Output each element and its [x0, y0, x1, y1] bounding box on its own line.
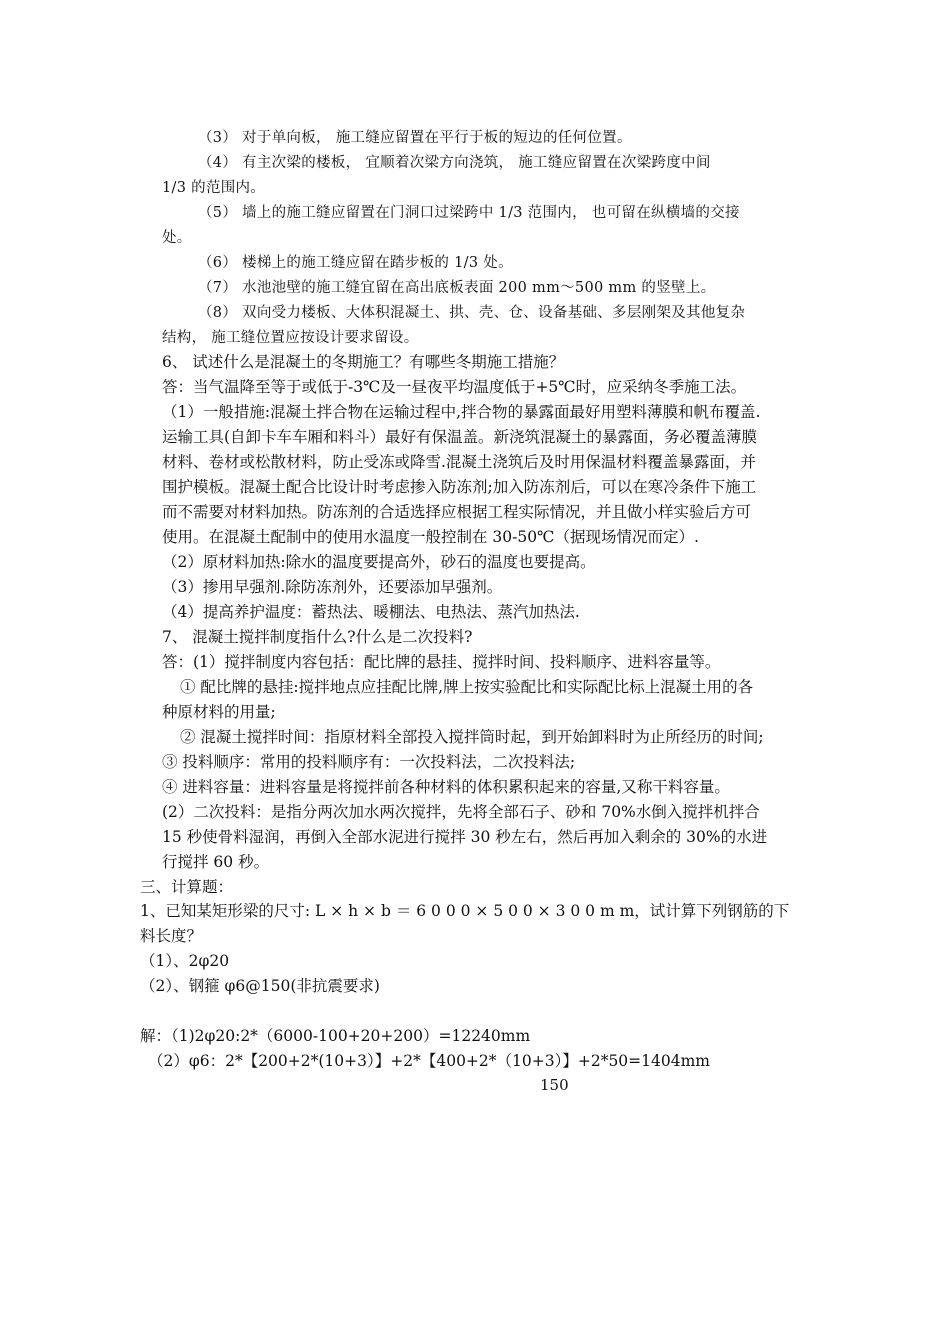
text-line: 使用。在混凝土配制中的使用水温度一般控制在 30-50℃（据现场情况而定）.: [162, 528, 699, 546]
text-line: （4）提高养护温度：蓄热法、暖棚法、电热法、蒸汽加热法.: [162, 603, 580, 621]
text-line: （1）、2φ20: [140, 952, 230, 970]
text-line: （1）一般措施:混凝土拌合物在运输过程中,拌合物的暴露面最好用塑料薄膜和帆布覆盖.: [162, 403, 761, 421]
text-line: （3）掺用早强剂.除防冻剂外，还要添加早强剂。: [162, 578, 503, 596]
text-line: （5） 墙上的施工缝应留置在门洞口过梁跨中 1/3 范围内， 也可留在纵横墙的交接: [198, 205, 740, 221]
text-line: 1/3 的范围内。: [162, 180, 266, 196]
question-heading: 6、 试述什么是混凝土的冬期施工？有哪些冬期施工措施？: [162, 353, 565, 371]
question-heading: 7、 混凝土搅拌制度指什么?什么是二次投料?: [162, 628, 473, 646]
section-heading: 三、计算题：: [140, 878, 234, 896]
text-line: （2）原材料加热:除水的温度要提高外，砂石的温度也要提高。: [162, 553, 596, 571]
text-line: 答：(1）搅拌制度内容包括：配比牌的悬挂、搅拌时间、投料顺序、进料容量等。: [162, 653, 721, 671]
text-line: 材料、卷材或松散材料，防止受冻或降雪.混凝土浇筑后及时用保温材料覆盖暴露面，并: [162, 453, 756, 471]
text-line: 围护模板。混凝土配合比设计时考虑掺入防冻剂;加入防冻剂后，可以在寒冷条件下施工: [162, 478, 757, 496]
text-line: ③ 投料顺序：常用的投料顺序有：一次投料法，二次投料法;: [162, 753, 576, 771]
text-line: 行搅拌 60 秒。: [162, 853, 270, 871]
text-line: （7） 水池池壁的施工缝宜留在高出底板表面 200 mm～500 mm 的竖壁上。: [198, 280, 716, 296]
text-line: 15 秒使骨料湿润，再倒入全部水泥进行搅拌 30 秒左右，然后再加入剩余的 30%的水进: [162, 828, 768, 846]
text-line: 料长度？: [140, 927, 203, 945]
page-number: 150: [540, 1076, 569, 1094]
question-heading: 1、已知某矩形梁的尺寸: L × h × b ＝ 6 0 0 0 × 5 0 0 × 3 0 0 m m，试计算下列钢筋的下: [140, 902, 790, 920]
text-line: ② 混凝土搅拌时间：指原材料全部投入搅拌筒时起，到开始卸料时为止所经历的时间;: [180, 728, 764, 746]
text-line: 种原材料的用量;: [162, 703, 276, 721]
solution-line: 解：（1)2φ20:2*（6000-100+20+200）=12240mm: [140, 1027, 531, 1045]
solution-line: （2）φ6：2*【200+2*(10+3）】+2*【400+2*（10+3）】+2*50=1404mm: [148, 1052, 710, 1070]
text-line: 结构， 施工缝位置应按设计要求留设。: [162, 330, 419, 346]
text-line: （6） 楼梯上的施工缝应留在踏步板的 1/3 处。: [198, 255, 513, 271]
text-line: 而不需要对材料加热。防冻剂的合适选择应根据工程实际情况，并且做小样实验后方可: [162, 503, 752, 521]
text-line: 运输工具(自卸卡车车厢和料斗）最好有保温盖。新浇筑混凝土的暴露面，务必覆盖薄膜: [162, 428, 758, 446]
text-line: 处。: [162, 230, 192, 246]
text-line: （3） 对于单向板， 施工缝应留置在平行于板的短边的任何位置。: [198, 130, 632, 146]
text-line: 答：当气温降至等于或低于-3℃及一昼夜平均温度低于+5℃时，应采纳冬季施工法。: [162, 378, 747, 396]
text-line: (2）二次投料：是指分两次加水两次搅拌，先将全部石子、砂和 70%水倒入搅拌机拌合: [162, 803, 760, 821]
text-line: ① 配比牌的悬挂:搅拌地点应挂配比牌,牌上按实验配比和实际配比标上混凝土用的各: [180, 678, 754, 696]
text-line: （2）、钢箍 φ6@150(非抗震要求): [140, 977, 380, 995]
text-line: ④ 进料容量：进料容量是将搅拌前各种材料的体积累积起来的容量,又称干料容量。: [162, 778, 730, 796]
text-line: （8） 双向受力楼板、大体积混凝土、拱、壳、仓、设备基础、多层刚架及其他复杂: [198, 305, 746, 321]
text-line: （4） 有主次梁的楼板， 宜顺着次梁方向浇筑， 施工缝应留置在次梁跨度中间: [198, 155, 711, 171]
